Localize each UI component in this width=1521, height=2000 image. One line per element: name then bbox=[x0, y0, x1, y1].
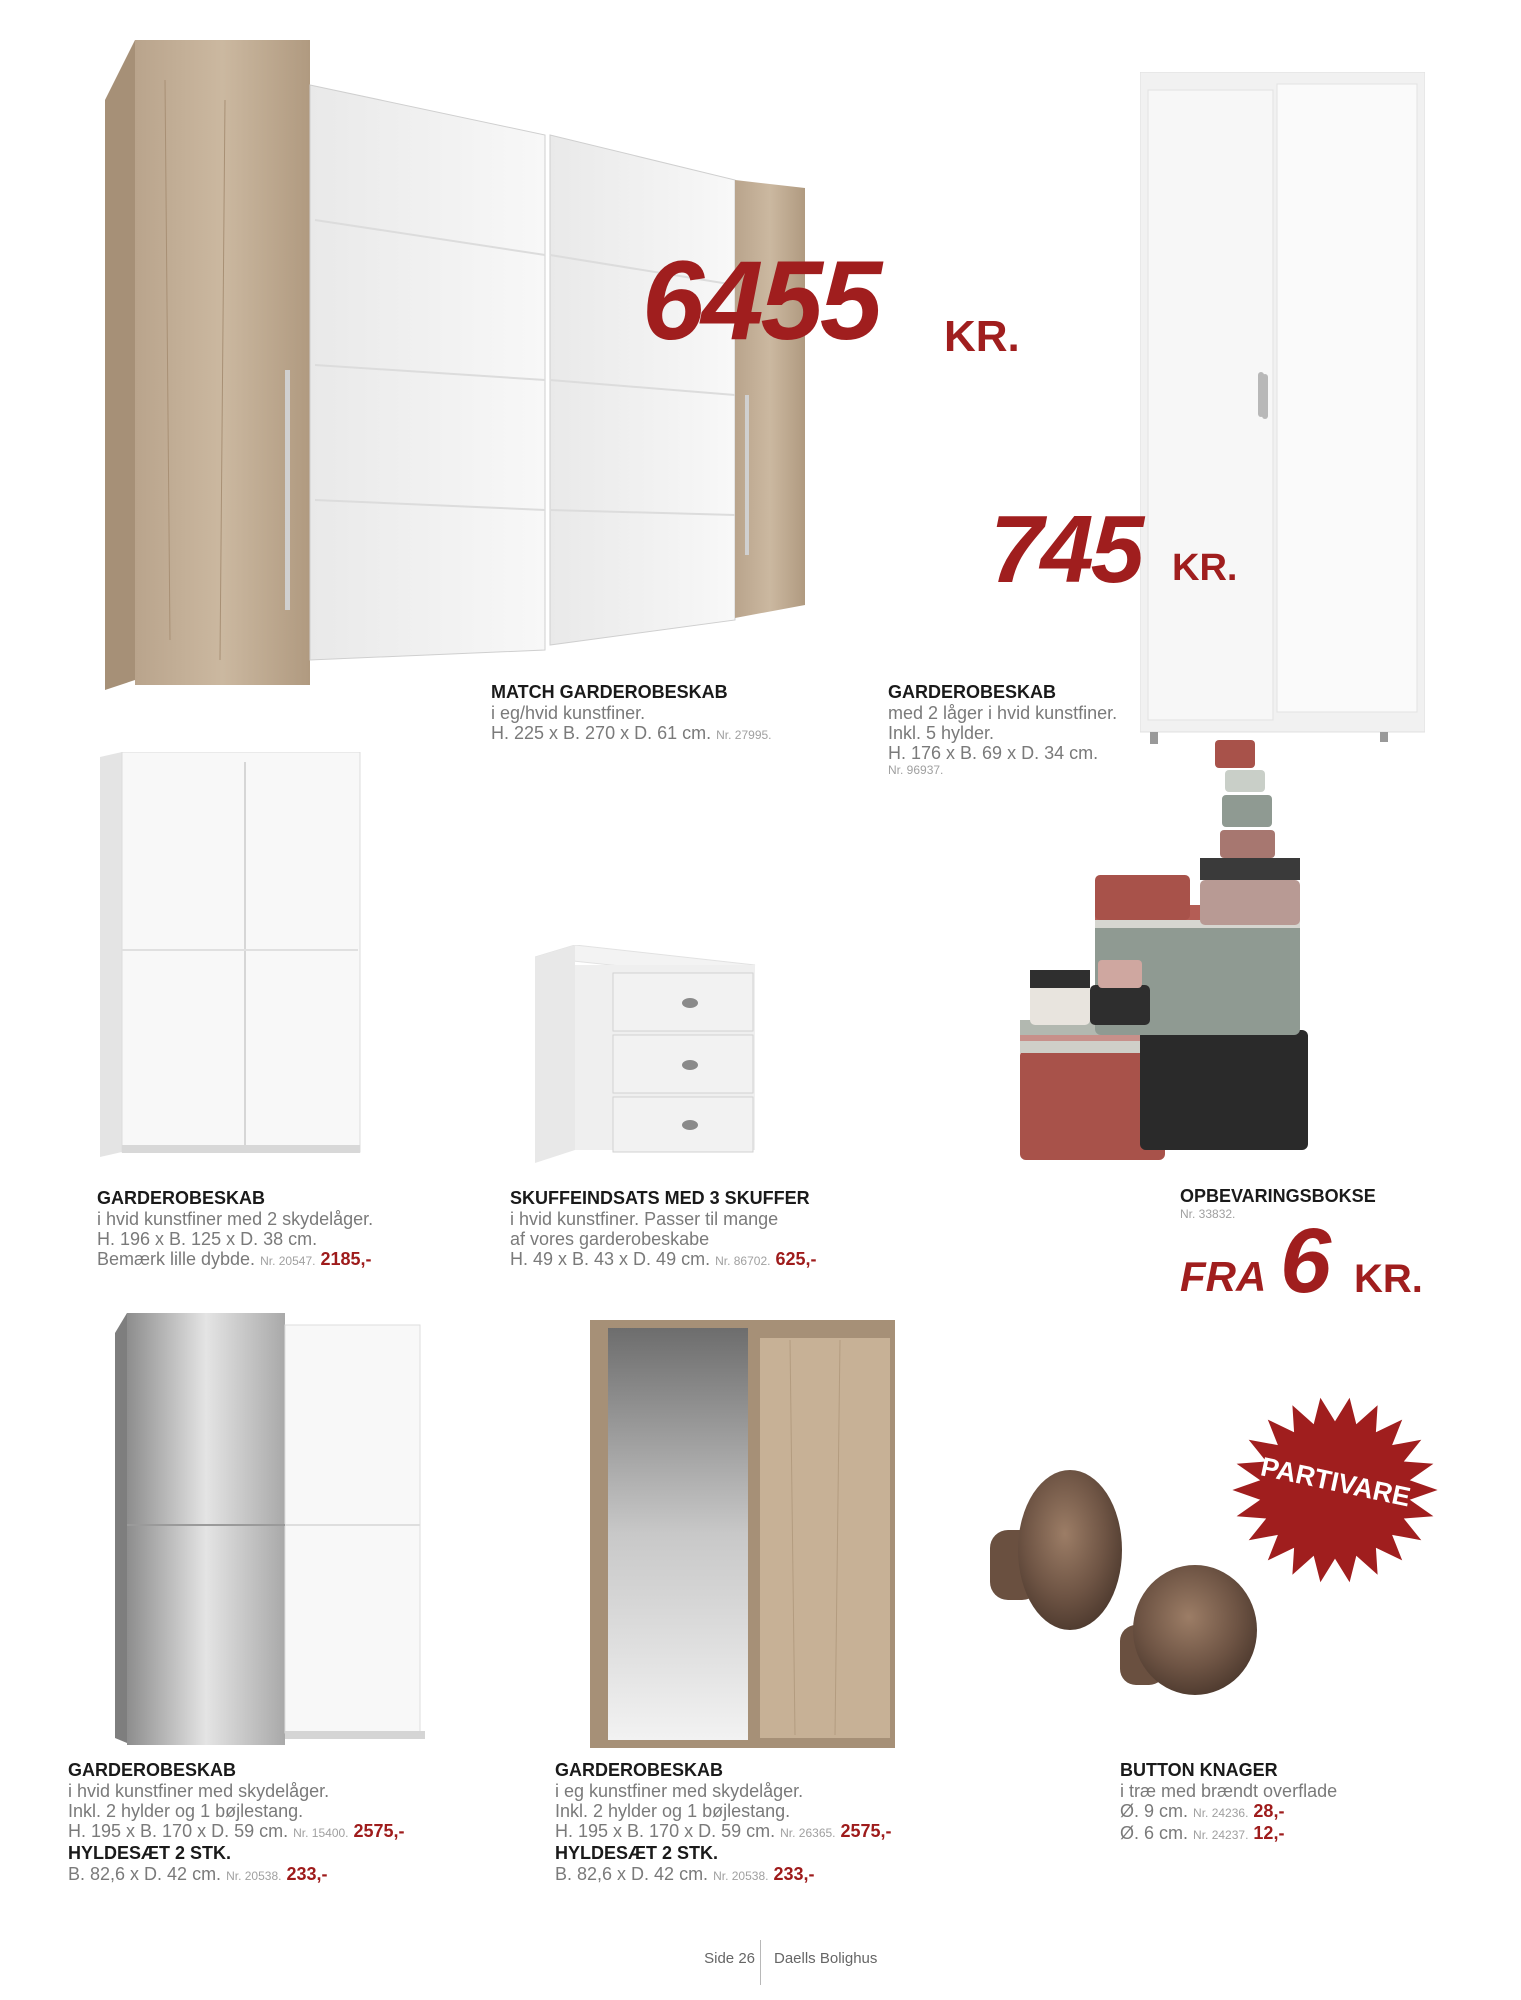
product-desc-line: af vores garderobeskabe bbox=[510, 1229, 710, 1249]
item-number: Nr. 27995. bbox=[716, 728, 772, 742]
product-title: GARDEROBESKAB bbox=[97, 1188, 266, 1208]
product-price: 625,- bbox=[775, 1249, 817, 1269]
price-currency: KR. bbox=[1172, 547, 1238, 589]
price-big: 6455 bbox=[642, 238, 880, 363]
wardrobe-match-image bbox=[105, 40, 805, 690]
product-desc-line: B. 82,6 x D. 42 cm. Nr. 20538. 233,- bbox=[68, 1864, 328, 1884]
product-price: 2575,- bbox=[353, 1821, 405, 1841]
product-price: 12,- bbox=[1253, 1823, 1285, 1843]
item-number: Nr. 24237. bbox=[1193, 1828, 1249, 1842]
product-title: GARDEROBESKAB bbox=[68, 1760, 237, 1780]
item-number: Nr. 20538. bbox=[713, 1869, 769, 1883]
price-prefix: FRA bbox=[1180, 1253, 1267, 1300]
product-info-button-hooks bbox=[1120, 1760, 1337, 1845]
product-subtitle: HYLDESÆT 2 STK. bbox=[68, 1843, 232, 1863]
product-desc-line: i hvid kunstfiner med 2 skydelåger. bbox=[97, 1209, 374, 1229]
product-subtitle: HYLDESÆT 2 STK. bbox=[555, 1843, 719, 1863]
product-desc-line: H. 196 x B. 125 x D. 38 cm. bbox=[97, 1229, 318, 1249]
storage-boxes-image bbox=[1010, 730, 1310, 1180]
wardrobe-white-2door-image bbox=[1140, 72, 1425, 747]
brand-name: Daells Bolighus bbox=[774, 1950, 878, 1967]
product-desc-line: Inkl. 5 hylder. bbox=[888, 723, 995, 743]
button-hooks-image bbox=[985, 1460, 1285, 1700]
product-title: GARDEROBESKAB bbox=[888, 682, 1057, 702]
product-desc-line: med 2 låger i hvid kunstfiner. bbox=[888, 703, 1118, 723]
product-title: BUTTON KNAGER bbox=[1120, 1760, 1278, 1780]
product-desc-line: i eg/hvid kunstfiner. bbox=[491, 703, 646, 723]
footer-divider bbox=[760, 1940, 761, 1985]
product-title: GARDEROBESKAB bbox=[555, 1760, 724, 1780]
item-number: Nr. 86702. bbox=[715, 1254, 771, 1268]
product-title: MATCH GARDEROBESKAB bbox=[491, 682, 728, 702]
item-number: Nr. 15400. bbox=[293, 1826, 349, 1840]
variant-line: Ø. 9 cm. Nr. 24236. 28,- bbox=[1120, 1801, 1285, 1821]
product-info-storage-boxes bbox=[1180, 1186, 1376, 1221]
product-desc-line: H. 49 x B. 43 x D. 49 cm. Nr. 86702. 625,- bbox=[510, 1249, 817, 1269]
product-info-match bbox=[491, 682, 772, 745]
product-desc-line: B. 82,6 x D. 42 cm. Nr. 20538. 233,- bbox=[555, 1864, 815, 1884]
product-info-drawer-unit bbox=[510, 1188, 817, 1271]
product-price: 233,- bbox=[773, 1864, 815, 1884]
product-desc-line: Inkl. 2 hylder og 1 bøjlestang. bbox=[555, 1801, 791, 1821]
price-currency: KR. bbox=[1354, 1257, 1423, 1301]
wardrobe-mirror-white-image bbox=[115, 1313, 425, 1745]
wardrobe-white-sliding-image bbox=[100, 752, 365, 1157]
product-desc-line: H. 195 x B. 170 x D. 59 cm. Nr. 26365. 2575,- bbox=[555, 1821, 892, 1841]
product-desc-line: i eg kunstfiner med skydelåger. bbox=[555, 1781, 804, 1801]
product-price: 2185,- bbox=[320, 1249, 372, 1269]
item-number: Nr. 20547. bbox=[260, 1254, 316, 1268]
product-desc-line: i hvid kunstfiner med skydelåger. bbox=[68, 1781, 330, 1801]
item-number: Nr. 24236. bbox=[1193, 1806, 1249, 1820]
product-price: 28,- bbox=[1253, 1801, 1285, 1821]
drawer-unit-image bbox=[535, 945, 760, 1165]
product-desc-line: H. 195 x B. 170 x D. 59 cm. Nr. 15400. 2575,- bbox=[68, 1821, 405, 1841]
product-desc-line: Inkl. 2 hylder og 1 bøjlestang. bbox=[68, 1801, 304, 1821]
product-info-mirror-white bbox=[68, 1760, 405, 1886]
item-number: Nr. 96937. bbox=[888, 763, 944, 777]
product-price: 233,- bbox=[286, 1864, 328, 1884]
product-desc-line: i træ med brændt overflade bbox=[1120, 1781, 1338, 1801]
price-currency: KR. bbox=[944, 312, 1020, 361]
price-big: 745 bbox=[990, 496, 1142, 603]
product-title: OPBEVARINGSBOKSE bbox=[1180, 1186, 1376, 1206]
price-big: 6 bbox=[1280, 1210, 1329, 1312]
product-info-white-sliding bbox=[97, 1188, 373, 1271]
product-price: 2575,- bbox=[840, 1821, 892, 1841]
item-number: Nr. 20538. bbox=[226, 1869, 282, 1883]
product-desc-line: H. 176 x B. 69 x D. 34 cm. bbox=[888, 743, 1099, 763]
product-title: SKUFFEINDSATS MED 3 SKUFFER bbox=[510, 1188, 810, 1208]
product-info-mirror-oak bbox=[555, 1760, 892, 1886]
variant-line: Ø. 6 cm. Nr. 24237. 12,- bbox=[1120, 1823, 1285, 1843]
wardrobe-mirror-oak-image bbox=[590, 1320, 895, 1748]
item-number: Nr. 33832. bbox=[1180, 1207, 1236, 1221]
badge-label: PARTIVARE bbox=[1258, 1451, 1414, 1513]
product-desc-line: Bemærk lille dybde. Nr. 20547. 2185,- bbox=[97, 1249, 372, 1269]
page-number: Side 26 bbox=[704, 1950, 755, 1967]
product-desc-line: i hvid kunstfiner. Passer til mange bbox=[510, 1209, 779, 1229]
item-number: Nr. 26365. bbox=[780, 1826, 836, 1840]
product-desc-line: H. 225 x B. 270 x D. 61 cm. Nr. 27995. bbox=[491, 723, 772, 743]
